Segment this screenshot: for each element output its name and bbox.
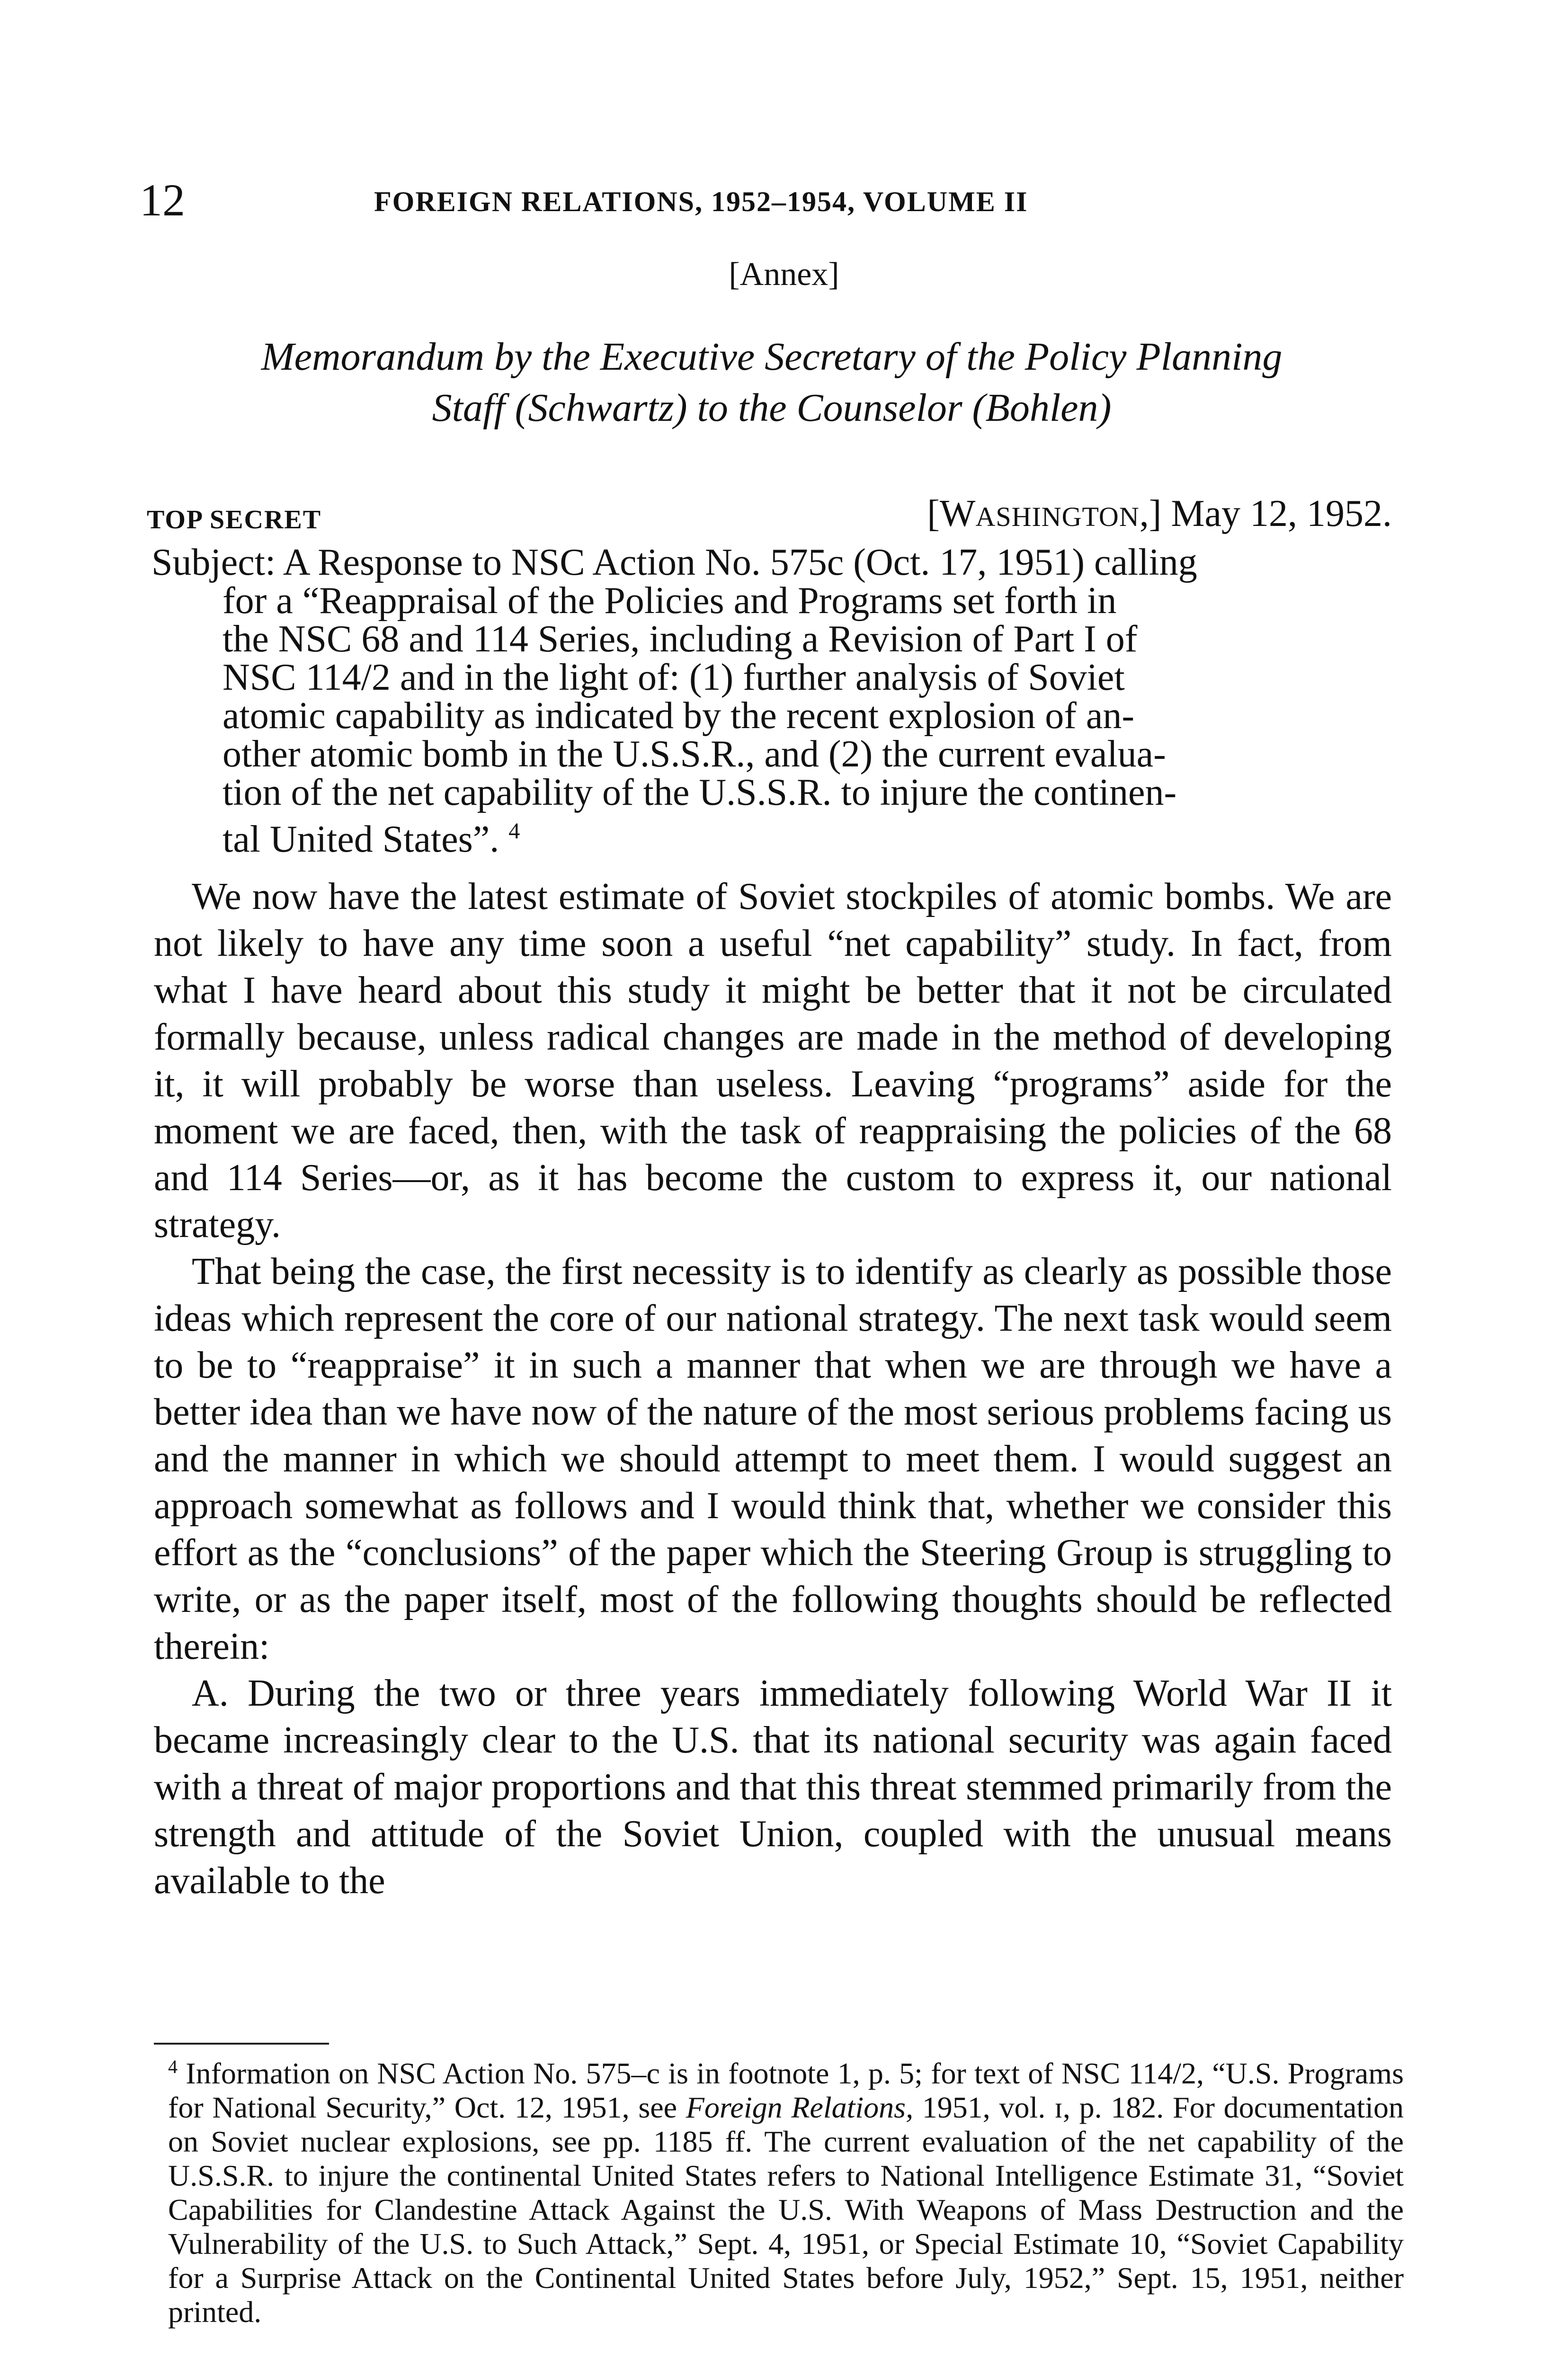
memo-title-line-2: Staff (Schwartz) to the Counselor (Bohlen) (432, 386, 1112, 430)
paragraph-2: That being the case, the first necessity is to identify as clearly as possible those ideas which represent the core of our national strategy. The next task would seem to be to “reappraise” it in such a manner that when we are through we have a better idea than we have now of the nature of the most serious problems facing us and the manner in which we should attempt to meet them. I would suggest an approach somewhat as follows and I would think that, whether we consider this effort as the “conclusions” of the paper which the Steering Group is struggling to write, or as the paper itself, most of the following thoughts should be reflected therein: (154, 1251, 1392, 1667)
footnote-text-italic: Foreign Relations, (686, 2091, 914, 2124)
memo-title (142, 331, 1401, 434)
footnote (168, 2050, 1404, 2329)
dateline-place-close: ,] (1139, 493, 1162, 534)
dateline-date: May 12, 1952. (1171, 493, 1392, 534)
footnote-mark: 4 (168, 2056, 178, 2077)
footnote-text-b: 1951, vol. ɪ, p. 182. For documentation on Soviet nuclear explosions, see pp. 1185 ff. The current evaluation of the net capability of the U.S.S.R. to injure the continental United States refers to National Intelligence Estimate 31, “Soviet Capabilities for Clandestine Attack Against the U.S. With Weapons of Mass Destruction and the Vulnerability of the U.S. to Such Attack,” Sept. 4, 1951, or Special Estimate 10, “Soviet Capability for a Surprise Attack on the Continental United States before July, 1952,” Sept. 15, 1951, neither printed. (168, 2091, 1404, 2329)
paragraph-3: A. During the two or three years immediately following World War II it became increasingly clear to the U.S. that its national security was again faced with a threat of major proportions and that this threat stemmed primarily from the strength and attitude of the Soviet Union, coupled with the unusual means available to the (154, 1673, 1392, 1902)
subject-line-5: atomic capability as indicated by the recent explosion of an- (223, 695, 1134, 737)
subject-line-1: Subject: A Response to NSC Action No. 575c (Oct. 17, 1951) calling (151, 542, 1197, 583)
subject-line-8 (151, 812, 1392, 859)
subject-block (151, 543, 1392, 859)
running-header (140, 174, 1398, 226)
body-text (154, 873, 1392, 1904)
subject-line-3: the NSC 68 and 114 Series, including a Revision of Part I of (223, 618, 1138, 660)
subject-line-4: NSC 114/2 and in the light of: (1) further analysis of Soviet (223, 657, 1125, 698)
classification-marking: TOP SECRET (147, 505, 322, 534)
dateline-place-open: [W (927, 493, 976, 534)
dateline-place-smallcaps: ASHINGTON (975, 501, 1140, 532)
classification-dateline (147, 492, 1392, 540)
footnote-reference[interactable]: 4 (508, 819, 520, 844)
footnote-divider (154, 2043, 329, 2045)
paragraph-1: We now have the latest estimate of Soviet stockpiles of atomic bombs. We are not likely to have any time soon a useful “net capability” study. In fact, from what I have heard about this study it might be better that it not be circulated formally because, unless radical changes are made in the method of developing it, it will probably be worse than useless. Leaving “programs” aside for the moment we are faced, then, with the task of reappraising the policies of the 68 and 114 Series—or, as it has become the custom to express it, our national strategy. (154, 876, 1392, 1246)
memo-title-line-1: Memorandum by the Executive Secretary of the Policy Planning (261, 335, 1283, 379)
subject-line-8-text: tal United States”. (223, 819, 499, 860)
subject-line-2: for a “Reappraisal of the Policies and Programs set forth in (223, 580, 1117, 622)
annex-label: [Annex] (729, 256, 839, 293)
footnote-text-a: Information on NSC Action No. 575–c is in footnote 1, p. 5; for text of NSC 114/2, “U.S. Programs for National Security,” Oct. 12, 1951, see (168, 2056, 1404, 2124)
page-number: 12 (140, 175, 185, 225)
dateline (927, 492, 1392, 535)
running-title: FOREIGN RELATIONS, 1952–1954, VOLUME II (374, 186, 1028, 217)
subject-line-7: tion of the net capability of the U.S.S.R. to injure the continen- (223, 772, 1177, 813)
subject-line-6: other atomic bomb in the U.S.S.R., and (2) the current evalua- (223, 733, 1166, 775)
